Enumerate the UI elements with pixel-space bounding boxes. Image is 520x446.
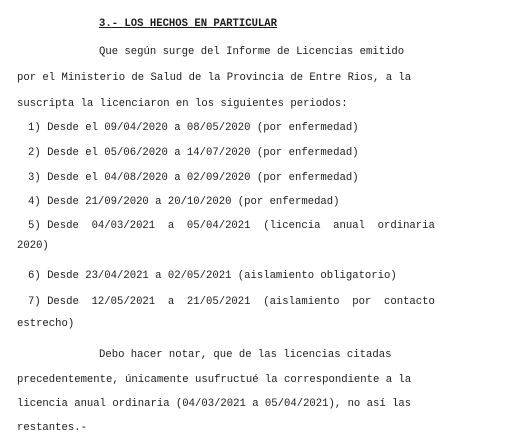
period-item-continuation: 2020)	[17, 240, 49, 252]
section-heading: 3.- LOS HECHOS EN PARTICULAR	[99, 18, 278, 30]
closing-line: restantes.-	[17, 422, 87, 434]
period-item: 2) Desde el 05/06/2020 a 14/07/2020 (por enfermedad)	[28, 147, 359, 159]
period-item: 7) Desde 12/05/2021 a 21/05/2021 (aislamiento por contacto	[28, 296, 435, 308]
closing-line: precedentemente, únicamente usufructué la correspondiente a la	[17, 374, 412, 386]
intro-line: suscripta la licenciaron en los siguientes periodos:	[17, 98, 348, 110]
closing-line: licencia anual ordinaria (04/03/2021 a 05/04/2021), no así las	[17, 398, 412, 410]
period-item: 4) Desde 21/09/2020 a 20/10/2020 (por enfermedad)	[28, 196, 340, 208]
period-item: 6) Desde 23/04/2021 a 02/05/2021 (aislamiento obligatorio)	[28, 270, 397, 282]
intro-line: Que según surge del Informe de Licencias emitido	[99, 46, 405, 58]
closing-line: Debo hacer notar, que de las licencias citadas	[99, 349, 392, 361]
period-item-continuation: estrecho)	[17, 318, 75, 330]
period-item: 3) Desde el 04/08/2020 a 02/09/2020 (por enfermedad)	[28, 172, 359, 184]
period-item: 5) Desde 04/03/2021 a 05/04/2021 (licencia anual ordinaria	[28, 220, 435, 232]
period-item: 1) Desde el 09/04/2020 a 08/05/2020 (por enfermedad)	[28, 122, 359, 134]
intro-line: por el Ministerio de Salud de la Provincia de Entre Rios, a la	[17, 72, 412, 84]
